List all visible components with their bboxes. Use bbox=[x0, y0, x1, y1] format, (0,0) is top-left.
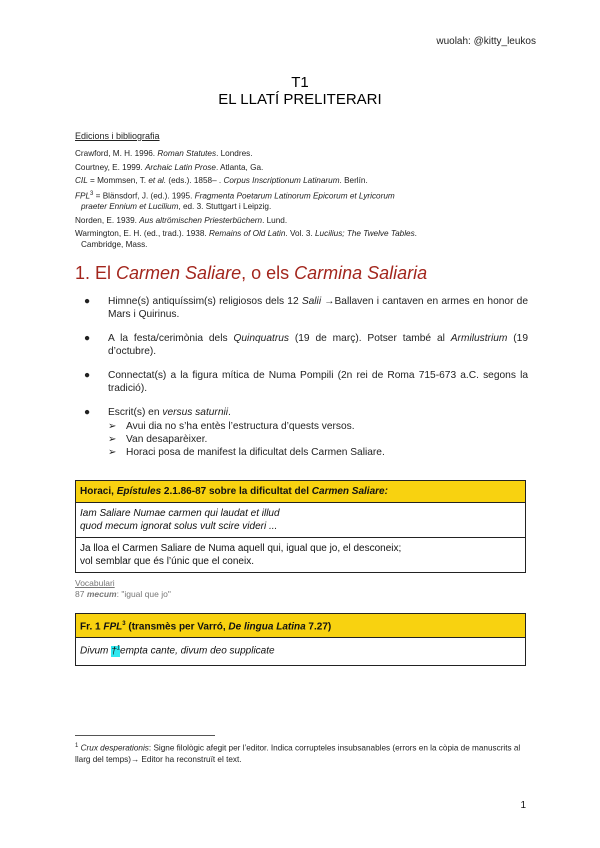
sub-list-item: ➢ Avui dia no s’ha entès l’estructura d’quests versos. bbox=[108, 421, 355, 432]
footnote: $^1$ Crux desperationis: Signe filològic afegit per l’editor. Indica corrupteles insubsanables (errors en la còpia de manuscrits al llarg del temps)→ Editor ha reconstruït el text. bbox=[75, 743, 521, 764]
bullet-icon: ● bbox=[84, 370, 91, 381]
list-item: ● Connectat(s) a la figura mítica de Numa Pompili (2n rei de Roma 715-673 a.C. segons la tradició). bbox=[84, 370, 528, 394]
vocabulary-note bbox=[75, 578, 171, 600]
sub-list-item: ➢ Horaci posa de manifest la dificultat dels Carmen Saliare. bbox=[108, 447, 385, 458]
arrow-bullet-icon: ➢ bbox=[108, 421, 117, 432]
title-text: EL LLATÍ PRELITERARI bbox=[218, 91, 382, 108]
bib-entry-norden: Norden, E. 1939. Aus altrömischen Priesterbüchern. Lund. bbox=[75, 215, 288, 225]
bibliography-heading: Edicions i bibliografia bbox=[75, 131, 160, 141]
title-code: T1 bbox=[291, 74, 309, 91]
crux-mark: †$^1$ bbox=[111, 645, 121, 657]
horace-latin-text: Iam Saliare Numae carmen qui laudat et illud quod mecum ignorat solus vult scire videri ... bbox=[76, 503, 525, 538]
arrow-bullet-icon: ➢ bbox=[108, 447, 117, 458]
header-username: wuolah: @kitty_leukos bbox=[436, 36, 536, 47]
list-item: ● Himne(s) antiquíssim(s) religiosos dels 12 Salii →Ballaven i cantaven en armes en honor de Mars i Quirinus. bbox=[84, 296, 528, 320]
list-item: ● Escrit(s) en versus saturnii. ➢ Avui dia no s’ha entès l’estructura d’quests versos. ➢ Van desaparèixer. ➢ Horaci posa de manifest la dificultat dels Carmen Saliare. bbox=[84, 406, 528, 459]
fragment-box bbox=[75, 613, 526, 666]
horace-quote-title: Horaci, Epístules 2.1.86-87 sobre la dificultat del Carmen Saliare: bbox=[76, 481, 525, 503]
sub-list bbox=[84, 420, 528, 459]
section-heading: 1. El Carmen Saliare, o els Carmina Saliaria bbox=[75, 263, 428, 283]
sub-list-item: ➢ Van desaparèixer. bbox=[108, 434, 208, 445]
bullet-icon: ● bbox=[84, 333, 91, 344]
horace-quote-box bbox=[75, 480, 526, 573]
horace-translation: Ja lloa el Carmen Saliare de Numa aquell qui, igual que jo, el desconeix; vol semblar que és l’únic que el coneix. bbox=[80, 543, 402, 567]
arrow-bullet-icon: ➢ bbox=[108, 434, 117, 445]
page-number: 1 bbox=[520, 800, 526, 811]
bib-entry-courtney: Courtney, E. 1999. Archaic Latin Prose. Atlanta, Ga. bbox=[75, 162, 264, 172]
vocabulary-entry: 87 mecum: "igual que jo" bbox=[75, 589, 171, 599]
page-title bbox=[0, 74, 600, 108]
fragment-title: Fr. 1 FPL$^3$ (transmès per Varró, De lingua Latina 7.27) bbox=[76, 614, 525, 638]
fragment-latin-text: Divum †$^1$empta cante, divum deo supplicate bbox=[80, 645, 275, 657]
list-item: ● A la festa/cerimònia dels Quinquatrus (19 de març). Potser també al Armilustrium (19 d’octubre). bbox=[84, 333, 528, 357]
bib-entry-fpl: $FPL^3$ = Blänsdorf, J. (ed.). 1995. Fragmenta Poetarum Latinorum Epicorum et Lyricorum praeter Ennium et Lucilium, ed. 3. Stuttgart i Leipzig. bbox=[75, 190, 395, 212]
bullet-icon: ● bbox=[84, 407, 91, 418]
bib-entry-crawford: Crawford, M. H. 1996. Roman Statutes. Londres. bbox=[75, 149, 253, 158]
bibliography bbox=[75, 131, 527, 253]
vocabulary-heading: Vocabulari bbox=[75, 578, 115, 588]
bullet-icon: ● bbox=[84, 296, 91, 307]
bib-entry-warmington: Warmington, E. H. (ed., trad.). 1938. Remains of Old Latin. Vol. 3. Lucilius; The Twelve Tables. Cambridge, Mass. bbox=[75, 229, 417, 250]
bullet-list bbox=[84, 295, 528, 470]
footnote-ref[interactable]: 1 bbox=[116, 645, 121, 652]
footnote-divider bbox=[75, 735, 215, 736]
bib-entry-cil: CIL = Mommsen, T. et al. (eds.). 1858– . Corpus Inscriptionum Latinarum. Berlín. bbox=[75, 176, 368, 185]
